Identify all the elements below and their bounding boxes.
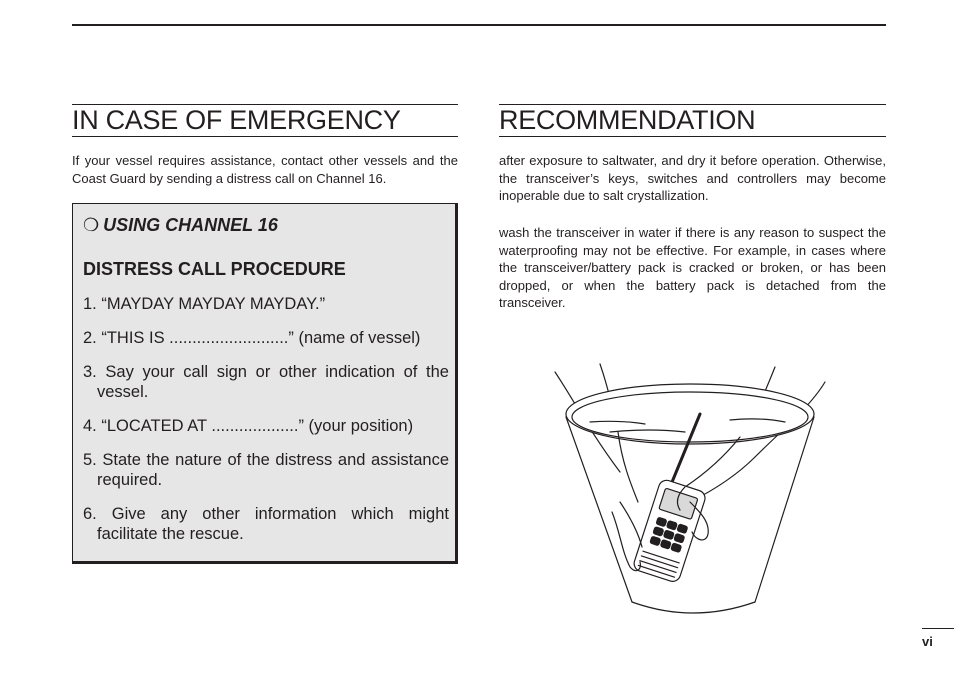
step-item: 1. “MAYDAY MAYDAY MAYDAY.” — [83, 295, 326, 313]
emergency-intro: If your vessel requires assistance, contact other vessels and the Coast Guard by sending a distress call on Channel 16. — [72, 153, 458, 186]
recommendation-title: RECOMMENDATION — [499, 104, 886, 137]
washing-transceiver-illustration — [550, 362, 830, 620]
recommendation-paragraph-1: after exposure to saltwater, and dry it before operation. Otherwise, the transceiver’s keys, switches and controllers may become inoperable due to salt crystallization. — [499, 153, 886, 203]
page-number-rule — [922, 628, 954, 629]
circle-bullet-icon: ❍ — [83, 215, 100, 235]
step-item: 3. Say your call sign or other indication of the vessel. — [83, 363, 449, 401]
step-item: 6. Give any other information which might facilitate the rescue. — [83, 505, 449, 543]
box-subtitle-text: USING CHANNEL 16 — [103, 215, 278, 235]
step-item: 5. State the nature of the distress and assistance required. — [83, 451, 449, 489]
procedure-steps — [83, 294, 449, 558]
distress-procedure-box — [72, 203, 458, 564]
box-subtitle — [83, 215, 278, 236]
page-number: vi — [922, 634, 933, 649]
step-item: 4. “LOCATED AT ...................” (your position) — [83, 417, 414, 435]
step-item: 2. “THIS IS ..........................” (name of vessel) — [83, 329, 421, 347]
top-rule — [72, 24, 886, 26]
emergency-title: IN CASE OF EMERGENCY — [72, 104, 458, 137]
box-heading: DISTRESS CALL PROCEDURE — [83, 259, 346, 279]
recommendation-paragraph-2: wash the transceiver in water if there is any reason to suspect the waterproofing may not be effective. For example, in cases where the transceiver/battery pack is cracked or broken, or has been dropped, or when the battery pack is detached from the transceiver. — [499, 225, 886, 310]
